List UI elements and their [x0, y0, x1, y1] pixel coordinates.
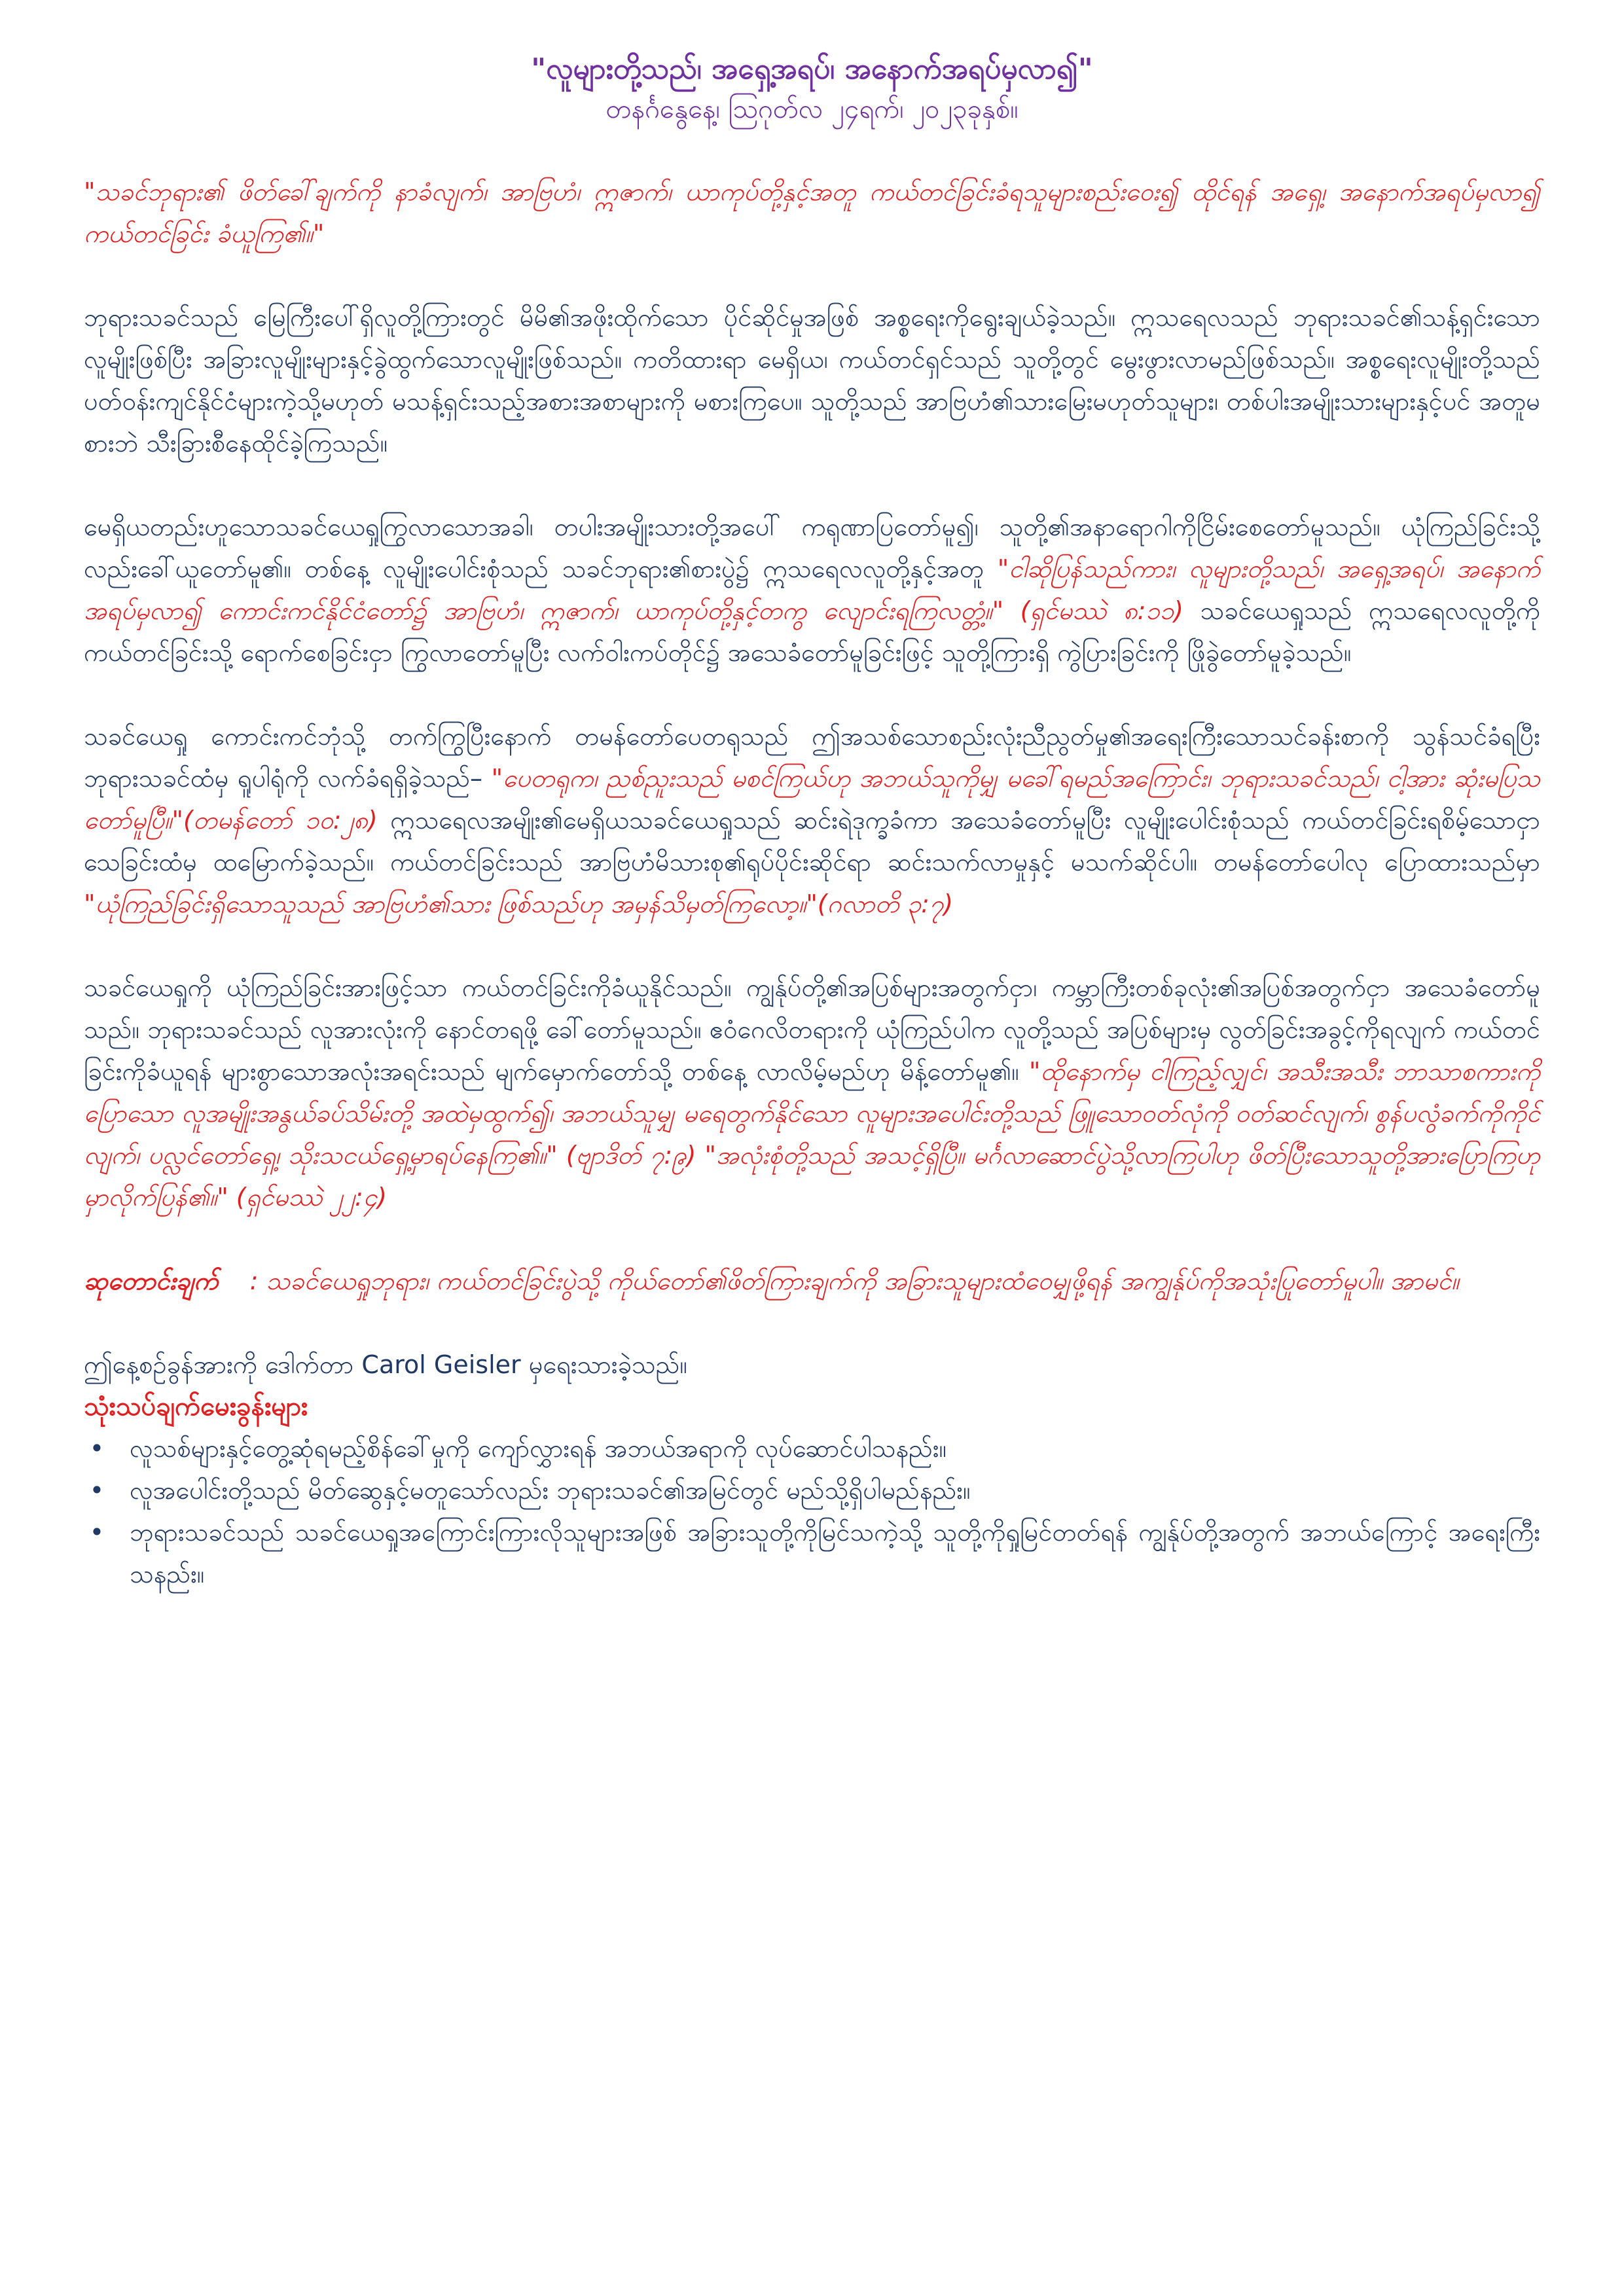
- prayer-label: ဆုတောင်းချက်: [84, 1266, 219, 1295]
- list-item: [89, 1469, 1540, 1511]
- page-title: "လူများတို့သည်၊ အရှေ့အရပ်၊ အနောက်အရပ်မှလာ၍": [531, 52, 1093, 86]
- questions-list: [84, 1427, 1540, 1595]
- list-item: [89, 1427, 1540, 1469]
- bullet-icon: •: [89, 1476, 105, 1505]
- scripture-quote-acts-10-28: "ပေတရုက၊ ညစ်ညူးသည် မစင်ကြယ်ဟု အဘယ်သူကိုမျှ မခေါ်ရမည်အကြောင်း၊ ဘုရားသခင်သည်၊ ငါ့အား ဆုံးမပြသတော်မူပြီ။"(တမန်တော် ၁၀:၂၈): [84, 764, 1540, 834]
- author-line: ဤနေ့စဉ်ခွန်အားကို ဒေါက်တာ Carol Geisler မှရေးသားခဲ့သည်။: [84, 1350, 687, 1379]
- prayer-text: : သခင်ယေရှုဘုရား၊ ကယ်တင်ခြင်းပွဲသို့ ကိုယ်တော်၏ဖိတ်ကြားချက်ကို အခြားသူများထံဝေမျှဖို့ရန် အကျွန်ုပ်ကိုအသုံးပြုတော်မူပါ။ အာမင်။: [218, 1266, 1459, 1295]
- scripture-quote-matthew-8-11: "ငါဆိုပြန်သည်ကား၊ လူများတို့သည်၊ အရှေ့အရပ်၊ အနောက်အရပ်မှလာ၍ ကောင်းကင်နိုင်ငံတော်၌ အာဗြဟံ၊ ဣဇာက်၊ ယာကုပ်တို့နှင့်တကွ လျောင်းရကြလတ္တံ့။" (ရှင်မဿဲ ၈:၁၁): [84, 554, 1540, 625]
- scripture-ref-revelation: (ဗျာဒိတ် ၇:၉): [557, 1141, 705, 1170]
- question-text: ဘုရားသခင်သည် သခင်ယေရှုအကြောင်းကြားလိုသူများအဖြစ် အခြားသူတို့ကိုမြင်သကဲ့သို့ သူတို့ကိုရှုမြင်တတ်ရန် ကျွန်ုပ်တို့အတွက် အဘယ်ကြောင့် အရေးကြီးသနည်း။: [130, 1518, 1540, 1588]
- paragraph-1: ဘုရားသခင်သည် မြေကြီးပေါ်ရှိလူတို့ကြားတွင် မိမိ၏အဖိုးထိုက်သော ပိုင်ဆိုင်မှုအဖြစ် အစ္စရေးကိုရွေးချယ်ခဲ့သည်။ ဣသရေလသည် ဘုရားသခင်၏သန့်ရှင်းသောလူမျိုးဖြစ်ပြီး အခြားလူမျိုးများနှင့်ခွဲထွက်သောလူမျိုးဖြစ်သည်။ ကတိထားရာ မေရှိယ၊ ကယ်တင်ရှင်သည် သူတို့တွင် မွေးဖွားလာမည်ဖြစ်သည်။ အစ္စရေးလူမျိုးတို့သည် ပတ်ဝန်းကျင်နိုင်ငံများကဲ့သို့မဟုတ် မသန့်ရှင်းသည့်အစားအစာများကို မစားကြပေ။ သူတို့သည် အာဗြဟံ၏သားမြေးမဟုတ်သူများ၊ တစ်ပါးအမျိုးသားများနှင့်ပင် အတူမစားဘဲ သီးခြားစီနေထိုင်ခဲ့ကြသည်။: [84, 303, 1540, 457]
- bullet-icon: •: [89, 1518, 105, 1547]
- page-date: တနင်္ဂနွေနေ့၊ ဩဂုတ်လ ၂၄ရက်၊ ၂၀၂၃ခုနှစ်။: [605, 94, 1019, 124]
- question-text: လူအပေါင်းတို့သည် မိတ်ဆွေနှင့်မတူသော်လည်း ဘုရားသခင်၏အမြင်တွင် မည်သို့ရှိပါမည်နည်း။: [130, 1476, 971, 1505]
- prayer: [84, 1260, 1540, 1302]
- paragraph-4-text-1: သခင်ယေရှုကို ယုံကြည်ခြင်းအားဖြင့်သာ ကယ်တင်ခြင်းကိုခံယူနိုင်သည်။ ကျွန်ုပ်တို့၏အပြစ်များအတွက်ငှာ၊ ကမ္ဘာကြီးတစ်ခုလုံး၏အပြစ်အတွက်ငှာ အသေခံတော်မူသည်။ ဘုရားသခင်သည် လူအားလုံးကို နောင်တရဖို့ ခေါ်တော်မူသည်။ ဧဝံဂေလိတရားကို ယုံကြည်ပါက လူတို့သည် အပြစ်များမှ လွတ်ခြင်းအခွင့်ကိုရလျက် ကယ်တင်ခြင်းကိုခံယူရန် များစွာသောအလုံးအရင်းသည် မျက်မှောက်တော်သို့ တစ်နေ့ လာလိမ့်မည်ဟု မိန့်တော်မူ၏။: [84, 973, 1540, 1086]
- question-text: လူသစ်များနှင့်တွေ့ဆုံရမည့်စိန်ခေါ်မှုကို ကျော်လွှားရန် အဘယ်အရာကို လုပ်ဆောင်ပါသနည်း။: [130, 1434, 947, 1463]
- intro-quote: "သခင်ဘုရား၏ ဖိတ်ခေါ်ချက်ကို နာခံလျက်၊ အာဗြဟံ၊ ဣဇာက်၊ ယာကုပ်တို့နှင့်အတူ ကယ်တင်ခြင်းခံရသူများစည်းဝေး၍ ထိုင်ရန် အရှေ့၊ အနောက်အရပ်မှလာ၍ ကယ်တင်ခြင်း ခံယူကြ၏။": [84, 177, 1540, 248]
- list-item: [89, 1511, 1540, 1595]
- scripture-quote-revelation-7-9: "ထိုနောက်မှ ငါကြည့်လျှင်၊ အသီးအသီး ဘာသာစကားကို ပြောသော လူအမျိုးအနွယ်ခပ်သိမ်းတို့ အထဲမှထွက်၍၊ အဘယ်သူမျှ မရေတွက်နိုင်သော လူများအပေါင်းတို့သည် ဖြူသောဝတ်လုံကို ဝတ်ဆင်လျက်၊ စွန်ပလွံခက်ကိုကိုင်လျက်၊ ပလ္လင်တော်ရှေ့၊ သိုးသငယ်ရှေ့မှာရပ်နေကြ၏။": [84, 1057, 1540, 1170]
- paragraph-3-text-1: သခင်ယေရှု ကောင်းကင်ဘုံသို့ တက်ကြွပြီးနောက် တမန်တော်ပေတရုသည် ဤအသစ်သောစည်းလုံးညီညွတ်မှု၏အရေးကြီးသောသင်ခန်းစာကို သွန်သင်ခံရပြီး ဘုရားသခင်ထံမှ ရူပါရုံကို လက်ခံရရှိခဲ့သည်–: [84, 722, 1540, 793]
- paragraph-2: [84, 506, 1540, 673]
- bullet-icon: •: [89, 1434, 105, 1463]
- paragraph-3-text-2: ဣသရေလအမျိုး၏မေရှိယသခင်ယေရှုသည် ဆင်းရဲဒုက္ခခံကာ အသေခံတော်မူပြီး လူမျိုးပေါင်းစုံသည် ကယ်တင်ခြင်းရစိမ့်သောငှာသေခြင်းထံမှ ထမြောက်ခဲ့သည်။ ကယ်တင်ခြင်းသည် အာဗြဟံမိသားစု၏ရုပ်ပိုင်းဆိုင်ရာ ဆင်းသက်လာမှုနှင့် မသက်ဆိုင်ပါ။ တမန်တော်ပေါလု ပြောထားသည်မှာ: [84, 806, 1540, 876]
- paragraph-2-text-1: မေရှိယတည်းဟူသောသခင်ယေရှုကြွလာသောအခါ၊ တပါးအမျိုးသားတို့အပေါ် ကရုဏာပြတော်မူ၍၊ သူတို့၏အနာရောဂါကိုငြိမ်းစေတော်မူသည်။ ယုံကြည်ခြင်းသို့လည်းခေါ်ယူတော်မူ၏။ တစ်နေ့ လူမျိုးပေါင်းစုံသည် သခင်ဘုရား၏စားပွဲ၌ ဣသရေလလူတို့နှင့်အတူ: [84, 512, 1540, 583]
- paragraph-2-text-2: သခင်ယေရှုသည် ဣသရေလလူတို့ကို ကယ်တင်ခြင်းသို့ ရောက်စေခြင်းငှာ ကြွလာတော်မူပြီး လက်ဝါးကပ်တိုင်၌ အသေခံတော်မူခြင်းဖြင့် သူတို့ကြားရှိ ကွဲပြားခြင်းကို ဖြိုခွဲတော်မူခဲ့သည်။: [84, 596, 1540, 667]
- scripture-quote-galatians-3-7: "ယုံကြည်ခြင်းရှိသောသူသည် အာဗြဟံ၏သား ဖြစ်သည်ဟု အမှန်သိမှတ်ကြလော့။"(ဂလာတိ ၃:၇): [84, 889, 954, 918]
- questions-title: သုံးသပ်ချက်မေးခွန်းများ: [84, 1391, 308, 1422]
- scripture-quote-matthew-22-4: "အလုံးစုံတို့သည် အသင့်ရှိပြီ။ မင်္ဂလာဆောင်ပွဲသို့လာကြပါဟု ဖိတ်ပြီးသောသူတို့အားပြောကြဟု မှာလိုက်ပြန်၏။" (ရှင်မဿဲ ၂၂:၄): [84, 1141, 1540, 1211]
- paragraph-4: [84, 967, 1540, 1218]
- paragraph-3: [84, 715, 1540, 925]
